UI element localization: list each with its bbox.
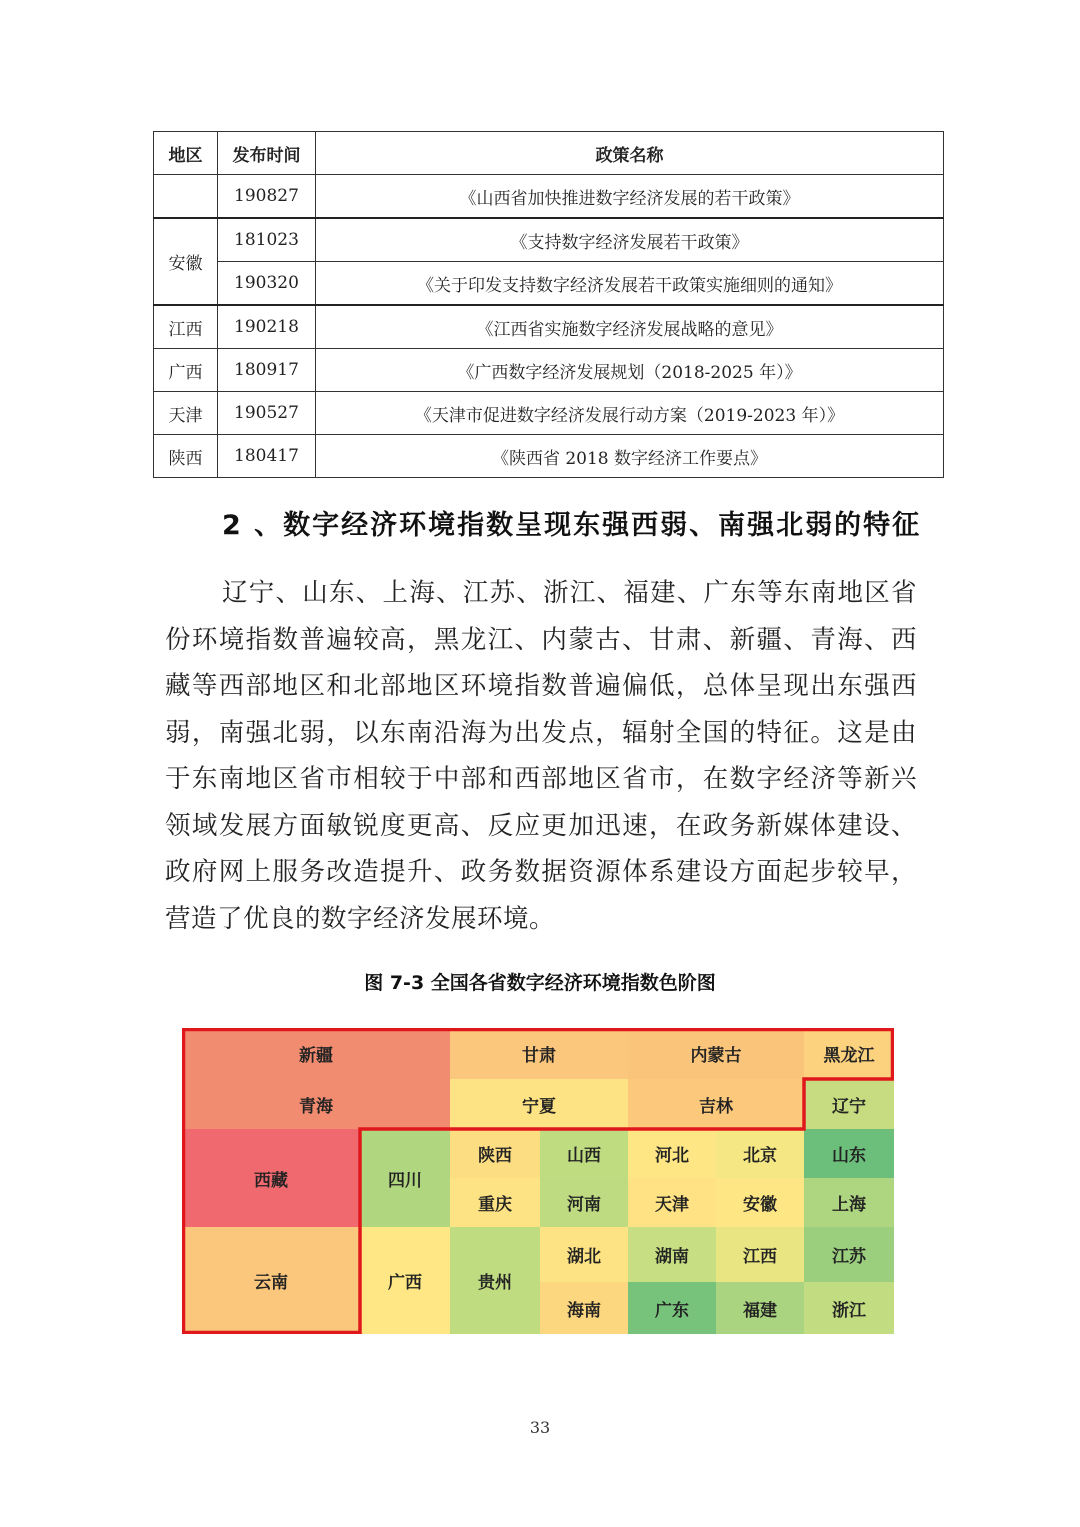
province-cell-anhui: 安徽	[716, 1178, 804, 1227]
province-cell-neimenggu: 内蒙古	[628, 1028, 804, 1079]
cell-date: 190320	[218, 262, 316, 306]
cell-region: 陕西	[154, 435, 218, 478]
cell-policy: 《支持数字经济发展若干政策》	[316, 218, 944, 262]
cell-date: 180417	[218, 435, 316, 478]
province-cell-xizang: 西藏	[182, 1129, 360, 1227]
province-cell-liaoning: 辽宁	[804, 1079, 894, 1129]
province-cell-hainan: 海南	[540, 1282, 628, 1334]
cell-date: 190827	[218, 175, 316, 219]
table-row	[154, 305, 944, 349]
cell-date: 190218	[218, 305, 316, 349]
header-region: 地区	[154, 132, 218, 175]
header-policy: 政策名称	[316, 132, 944, 175]
province-cell-shanghai: 上海	[804, 1178, 894, 1227]
table-row	[154, 435, 944, 478]
cell-region: 天津	[154, 392, 218, 435]
province-cell-henan: 河南	[540, 1178, 628, 1227]
table-header-row	[154, 132, 944, 175]
province-cell-beijing: 北京	[716, 1129, 804, 1178]
cell-date: 181023	[218, 218, 316, 262]
province-cell-tianjin: 天津	[628, 1178, 716, 1227]
province-cell-shaanxi: 陕西	[450, 1129, 540, 1178]
cell-policy: 《陕西省 2018 数字经济工作要点》	[316, 435, 944, 478]
cell-policy: 《天津市促进数字经济发展行动方案（2019-2023 年）》	[316, 392, 944, 435]
table-row	[154, 262, 944, 306]
province-cell-shandong: 山东	[804, 1129, 894, 1178]
province-cell-gansu: 甘肃	[450, 1028, 628, 1079]
province-cell-xinjiang: 新疆	[182, 1028, 450, 1079]
province-cell-zhejiang: 浙江	[804, 1282, 894, 1334]
cell-region	[154, 175, 218, 219]
province-cell-qinghai: 青海	[182, 1079, 450, 1129]
cell-region: 安徽	[154, 218, 218, 305]
cell-policy: 《山西省加快推进数字经济发展的若干政策》	[316, 175, 944, 219]
table-row	[154, 175, 944, 219]
table-row	[154, 349, 944, 392]
outline-path	[184, 1030, 893, 1333]
province-cell-hubei: 湖北	[540, 1227, 628, 1282]
province-cell-jiangsu: 江苏	[804, 1227, 894, 1282]
province-cell-hunan: 湖南	[628, 1227, 716, 1282]
table-row	[154, 392, 944, 435]
province-cell-yunnan: 云南	[182, 1227, 360, 1334]
province-cell-fujian: 福建	[716, 1282, 804, 1334]
province-cell-guangxi: 广西	[360, 1227, 450, 1334]
province-cell-jiangxi: 江西	[716, 1227, 804, 1282]
table-row	[154, 218, 944, 262]
cell-region: 广西	[154, 349, 218, 392]
cell-date: 190527	[218, 392, 316, 435]
cell-date: 180917	[218, 349, 316, 392]
page-number: 33	[529, 1418, 551, 1437]
province-cell-guizhou: 贵州	[450, 1227, 540, 1334]
header-date: 发布时间	[218, 132, 316, 175]
province-cell-ningxia: 宁夏	[450, 1079, 628, 1129]
cell-region: 江西	[154, 305, 218, 349]
province-cell-jilin: 吉林	[628, 1079, 804, 1129]
section-heading: 2 、数字经济环境指数呈现东强西弱、南强北弱的特征	[222, 510, 922, 541]
cell-policy: 《广西数字经济发展规划（2018-2025 年）》	[316, 349, 944, 392]
figure-caption: 图 7-3 全国各省数字经济环境指数色阶图	[364, 972, 716, 994]
province-cell-guangdong: 广东	[628, 1282, 716, 1334]
cell-policy: 《江西省实施数字经济发展战略的意见》	[316, 305, 944, 349]
policy-table	[153, 131, 944, 478]
low-region-outline	[182, 1028, 894, 1334]
body-paragraph: 辽宁、山东、上海、江苏、浙江、福建、广东等东南地区省份环境指数普遍较高，黑龙江、内蒙古、甘肃、新疆、青海、西藏等西部地区和北部地区环境指数普遍偏低，总体呈现出东强西弱，南强北弱，以东南沿海为出发点，辐射全国的特征。这是由于东南地区省市相较于中部和西部地区省市，在数字经济等新兴领域发展方面敏锐度更高、反应更加迅速，在政务新媒体建设、政府网上服务改造提升、政务数据资源体系建设方面起步较早，营造了优良的数字经济发展环境。	[165, 578, 917, 934]
province-cell-hebei: 河北	[628, 1129, 716, 1178]
province-cell-shanxi: 山西	[540, 1129, 628, 1178]
province-cell-chongqing: 重庆	[450, 1178, 540, 1227]
cell-policy: 《关于印发支持数字经济发展若干政策实施细则的通知》	[316, 262, 944, 306]
province-cell-sichuan: 四川	[360, 1129, 450, 1227]
province-heatmap	[182, 1028, 894, 1334]
province-cell-heilongjiang: 黑龙江	[804, 1028, 894, 1079]
